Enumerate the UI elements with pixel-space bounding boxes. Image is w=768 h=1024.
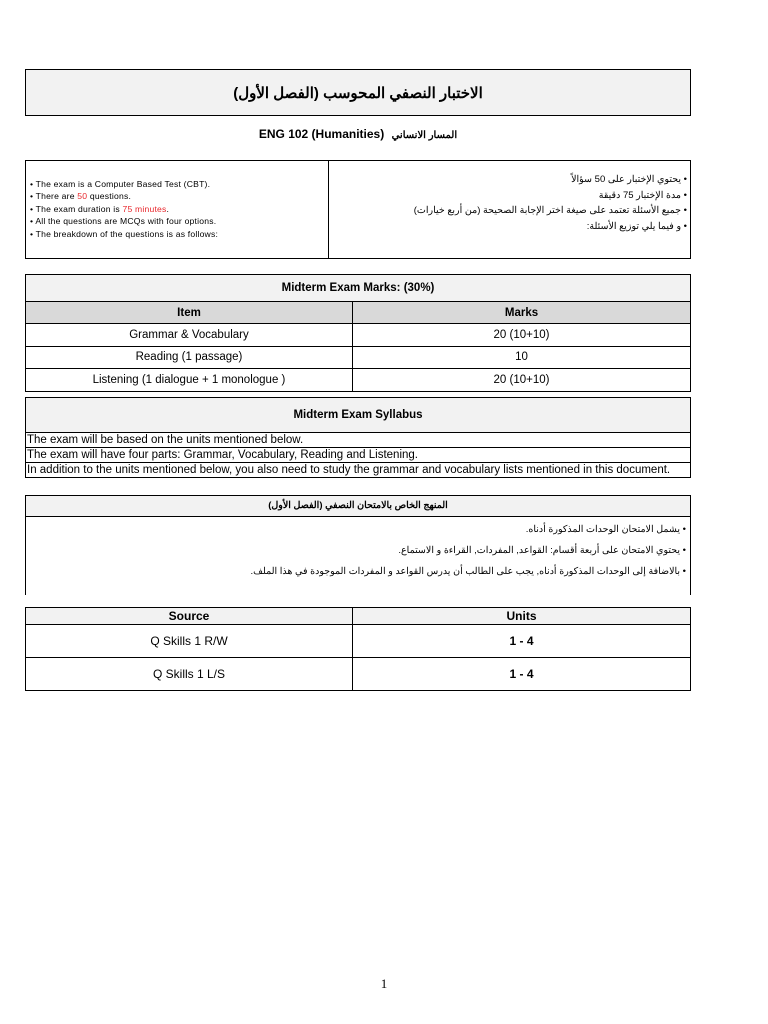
sources-col-units: Units xyxy=(353,608,691,625)
table-row xyxy=(26,625,691,658)
exam-duration: 75 minutes xyxy=(122,203,167,214)
table-row xyxy=(26,448,691,463)
sources-col-source: Source xyxy=(26,608,353,625)
course-code: ENG 102 (Humanities) xyxy=(258,127,385,141)
info-text: • There are xyxy=(30,191,78,202)
marks-item-cell: Grammar & Vocabulary xyxy=(26,324,353,347)
info-line-ar: • يحتوي الإختبار على 50 سؤالاً xyxy=(571,174,687,185)
course-heading xyxy=(25,127,691,141)
exam-info-box xyxy=(25,160,691,259)
info-line-ar: • و فيما يلي توزيع الأسئلة: xyxy=(586,220,687,232)
table-row xyxy=(26,346,691,369)
syllabus-title: Midterm Exam Syllabus xyxy=(26,398,691,433)
exam-info-arabic xyxy=(329,161,690,258)
arabic-syllabus-title: المنهج الخاص بالامتحان النصفي (الفصل الأول) xyxy=(25,495,691,517)
info-line xyxy=(30,190,328,202)
info-line: • The exam is a Computer Based Test (CBT). xyxy=(30,179,211,189)
source-cell: Q Skills 1 L/S xyxy=(26,658,353,691)
question-count: 50 xyxy=(77,191,88,202)
info-line xyxy=(30,203,328,215)
arabic-syllabus-section xyxy=(25,495,691,591)
marks-value-cell: 20 (10+10) xyxy=(353,324,691,347)
units-cell: 1 - 4 xyxy=(353,658,691,691)
course-track-arabic: المسار الانساني xyxy=(391,130,458,141)
marks-col-item: Item xyxy=(26,302,353,324)
marks-col-marks: Marks xyxy=(353,302,691,324)
syllabus-line: The exam will have four parts: Grammar, Vocabulary, Reading and Listening. xyxy=(26,448,691,463)
info-text: questions. xyxy=(87,191,132,202)
arabic-syllabus-line: • بالاضافة إلى الوحدات المذكورة أدناه, يجب على الطالب أن يدرس القواعد و المفردات الموجودة في هذا الملف. xyxy=(250,566,686,577)
source-cell: Q Skills 1 R/W xyxy=(26,625,353,658)
syllabus-line: In addition to the units mentioned below, you also need to study the grammar and vocabulary lists mentioned in this document. xyxy=(26,463,691,478)
marks-item-cell: Listening (1 dialogue + 1 monologue ) xyxy=(26,369,353,392)
marks-value-cell: 20 (10+10) xyxy=(353,369,691,392)
sources-table xyxy=(25,607,691,691)
marks-table xyxy=(25,274,691,392)
info-line: • The breakdown of the questions is as follows: xyxy=(30,228,219,239)
table-row xyxy=(26,463,691,478)
info-line-ar: • مدة الإختبار 75 دقيقة xyxy=(598,189,687,201)
table-row xyxy=(26,369,691,392)
arabic-syllabus-line: • يحتوي الامتحان على أربعة أقسام: القواعد, المفردات, القراءة و الاستماع. xyxy=(398,545,686,556)
marks-table-title: Midterm Exam Marks: (30%) xyxy=(26,275,691,302)
exam-title: الاختبار النصفي المحوسب (الفصل الأول) xyxy=(25,69,691,116)
arabic-syllabus-line: • يشمل الامتحان الوحدات المذكورة أدناه. xyxy=(525,524,686,535)
exam-info-english xyxy=(26,161,329,258)
table-row xyxy=(26,324,691,347)
marks-value-cell: 10 xyxy=(353,346,691,369)
table-row xyxy=(26,658,691,691)
info-text: . xyxy=(166,203,170,214)
syllabus-line: The exam will be based on the units mentioned below. xyxy=(26,433,691,448)
info-line-ar: • جميع الأسئلة تعتمد على صيغة اختر الإجابة الصحيحة (من أربع خيارات) xyxy=(413,205,687,216)
marks-item-cell: Reading (1 passage) xyxy=(26,346,353,369)
page-number: 1 xyxy=(380,976,388,991)
units-cell: 1 - 4 xyxy=(353,625,691,658)
info-line: • All the questions are MCQs with four options. xyxy=(30,216,217,227)
info-text: • The exam duration is xyxy=(30,203,123,214)
arabic-syllabus-body xyxy=(25,517,691,595)
syllabus-table xyxy=(25,397,691,478)
table-row xyxy=(26,433,691,448)
